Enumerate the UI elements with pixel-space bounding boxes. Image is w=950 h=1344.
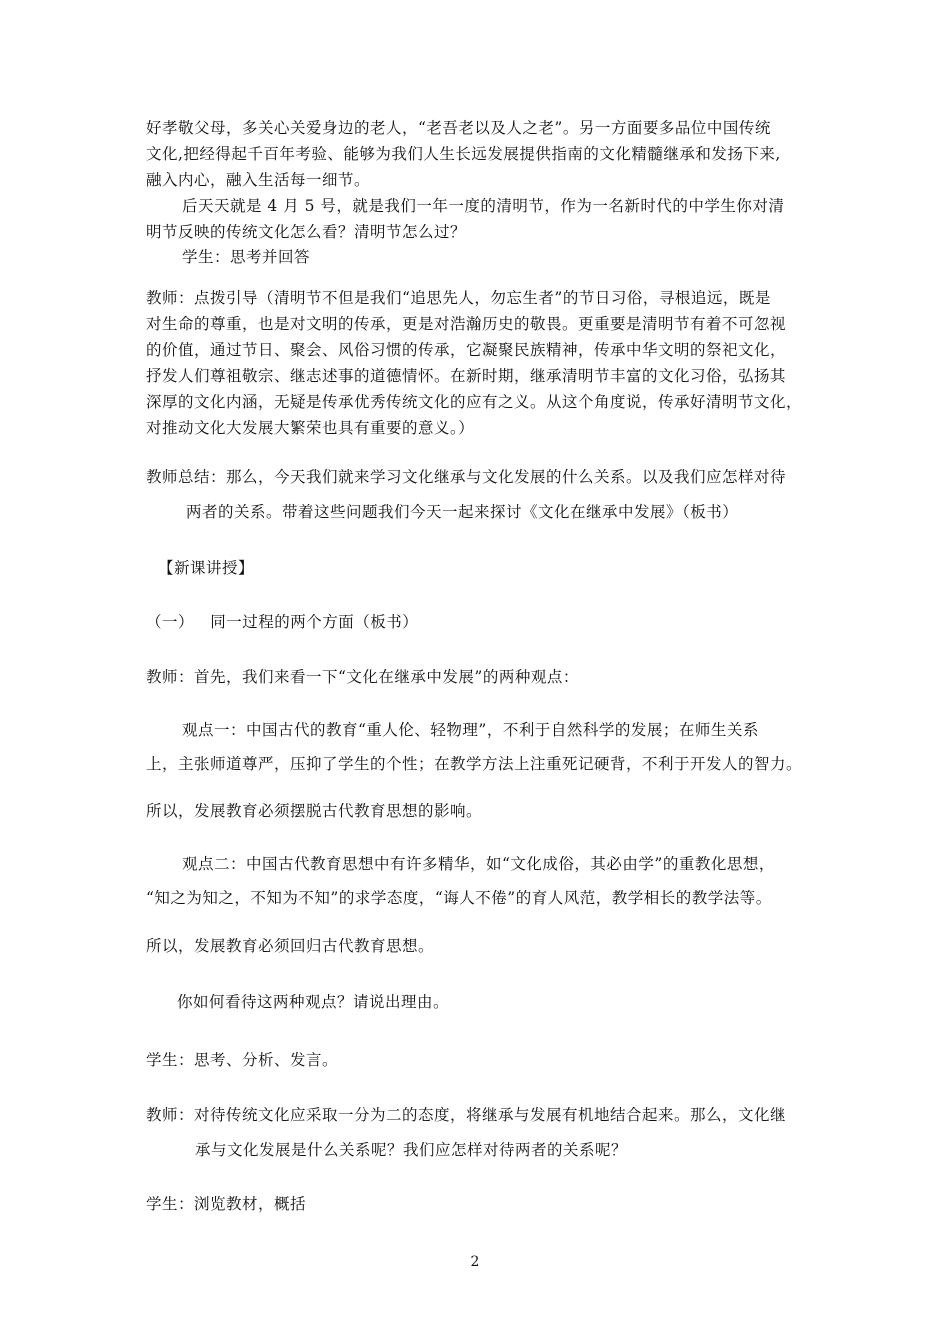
text-line: 学生：思考并回答	[182, 248, 311, 266]
text-line: 学生：浏览教材，概括	[146, 1195, 307, 1213]
text-line: 承与文化发展是什么关系呢？我们应怎样对待两者的关系呢？	[195, 1141, 628, 1159]
text-line: 教师：对待传统文化应采取一分为二的态度，将继承与发展有机地结合起来。那么，文化继	[146, 1106, 787, 1124]
text-line: 上，主张师道尊严，压抑了学生的个性；在教学方法上注重死记硬背，不利于开发人的智力。	[146, 755, 803, 773]
text-line: 观点一：中国古代的教育“重人伦、轻物理”，不利于自然科学的发展；在师生关系	[182, 721, 759, 739]
page-number: 2	[470, 1254, 480, 1270]
text-line: 抒发人们尊祖敬宗、继志述事的道德情怀。在新时期，继承清明节丰富的文化习俗，弘扬其	[146, 367, 787, 385]
text-line: 对生命的尊重，也是对文明的传承，更是对浩瀚历史的敬畏。更重要是清明节有着不可忽视	[146, 315, 787, 333]
text-line: 好孝敬父母，多关心关爱身边的老人，“老吾老以及人之老”。另一方面要多品位中国传统	[146, 119, 771, 137]
text-line: 明节反映的传统文化怎么看？清明节怎么过？	[146, 223, 467, 241]
text-line: 的价值，通过节日、聚会、风俗习惯的传承，它凝聚民族精神，传承中华文明的祭祀文化，	[146, 341, 787, 359]
text-line: 你如何看待这两种观点？请说出理由。	[177, 993, 450, 1011]
text-line: 后天天就是 4 月 5 号，就是我们一年一度的清明节，作为一名新时代的中学生你对清	[182, 197, 785, 215]
text-line: 教师：首先，我们来看一下“文化在继承中发展”的两种观点：	[146, 668, 579, 686]
text-line: 所以，发展教育必须摆脱古代教育思想的影响。	[146, 802, 483, 820]
subsection-heading: （一） 同一过程的两个方面（板书）	[146, 613, 419, 631]
text-line: 观点二：中国古代教育思想中有许多精华，如“文化成俗，其必由学”的重教化思想，	[182, 855, 775, 873]
text-line: 教师总结：那么，今天我们就来学习文化继承与文化发展的什么关系。以及我们应怎样对待	[146, 468, 787, 486]
text-line: 教师：点拨引导（清明节不但是我们“追思先人，勿忘生者”的节日习俗，寻根追远，既是	[146, 289, 771, 307]
text-line: 所以，发展教育必须回归古代教育思想。	[146, 937, 435, 955]
text-line: 学生：思考、分析、发言。	[146, 1051, 339, 1069]
text-line: 深厚的文化内涵，无疑是传承优秀传统文化的应有之义。从这个角度说，传承好清明节文化，	[146, 393, 803, 411]
text-line: 两者的关系。带着这些问题我们今天一起来探讨《文化在继承中发展》（板书）	[186, 503, 739, 521]
text-line: “知之为知之，不知为不知”的求学态度，“诲人不倦”的育人风范，教学相长的教学法等。	[146, 889, 772, 907]
text-line: 对推动文化大发展大繁荣也具有重要的意义。）	[146, 419, 475, 437]
text-line: 融入内心，融入生活每一细节。	[146, 171, 371, 189]
text-line: 文化,把经得起千百年考验、能够为我们人生长远发展提供指南的文化精髓继承和发扬下来,	[146, 145, 781, 163]
section-heading: 【新课讲授】	[158, 559, 255, 577]
